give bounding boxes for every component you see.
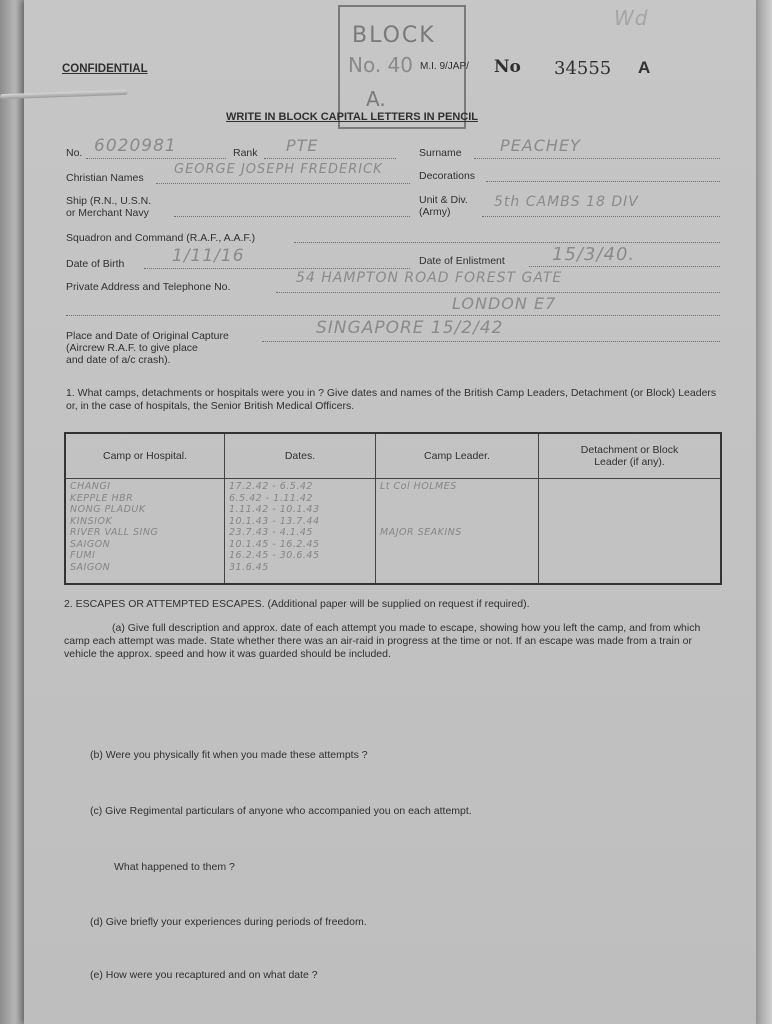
rank-value: PTE: [286, 136, 319, 155]
list-item: 23.7.43 - 4.1.45: [229, 527, 313, 538]
reference-code: M.I. 9/JAP/: [420, 61, 469, 72]
stamp-line-1: BLOCK: [352, 23, 436, 48]
form-page: [24, 0, 756, 1024]
capture-label-2: (Aircrew R.A.F. to give place: [66, 342, 198, 354]
unit-label-1: Unit & Div.: [419, 194, 468, 206]
confidential-label: CONFIDENTIAL: [62, 63, 148, 75]
squadron-label: Squadron and Command (R.A.F., A.A.F.): [66, 232, 256, 244]
dob-value: 1/11/16: [172, 246, 245, 266]
christian-names-line: [156, 183, 410, 184]
capture-value: SINGAPORE 15/2/42: [316, 318, 504, 338]
column-detachment-leader: Detachment or Block Leader (if any).: [539, 433, 722, 479]
unit-line: [482, 216, 720, 217]
address-label: Private Address and Telephone No.: [66, 281, 231, 293]
address-value-1: 54 HAMPTON ROAD FOREST GATE: [296, 270, 563, 286]
list-item: 31.6.45: [229, 561, 269, 573]
squadron-line: [294, 242, 720, 243]
unit-label-2: (Army): [419, 206, 451, 218]
camp-list: [66, 479, 224, 575]
unit-value: 5th CAMBS 18 DIV: [494, 194, 639, 210]
list-item: KINSIOK: [70, 515, 113, 527]
rank-line: [264, 158, 396, 159]
enlistment-label: Date of Enlistment: [419, 255, 505, 267]
column-camp: Camp or Hospital.: [65, 433, 225, 479]
question-2c-followup: What happened to them ?: [114, 861, 235, 873]
service-no-value: 6020981: [94, 136, 177, 156]
list-item: 16.2.45 - 30.6.45: [229, 550, 320, 561]
form-suffix: A: [638, 58, 651, 77]
list-item: MAJOR SEAKINS: [380, 527, 462, 538]
list-item: 17.2.42 - 6.5.42: [229, 481, 313, 492]
surname-value: PEACHEY: [500, 136, 581, 155]
decorations-line: [486, 181, 720, 182]
detachment-cell: [539, 479, 722, 585]
camps-table-header: [65, 433, 721, 479]
question-2-heading: 2. ESCAPES OR ATTEMPTED ESCAPES. (Additional paper will be supplied on request if required).: [64, 598, 530, 610]
decorations-label: Decorations: [419, 170, 476, 182]
christian-names-value: GEORGE JOSEPH FREDERICK: [174, 162, 383, 177]
rank-label: Rank: [233, 147, 258, 159]
service-no-line: [86, 158, 226, 159]
camps-table: [64, 432, 722, 585]
address-line-2: [66, 315, 720, 316]
list-item: [380, 504, 534, 516]
list-item: NONG PLADUK: [70, 504, 146, 515]
capture-line: [262, 341, 720, 342]
address-value-2: LONDON E7: [452, 294, 557, 313]
question-1-text: 1. What camps, detachments or hospitals were you in ? Give dates and names of the British Camp Leaders, Detachment (or Block) Leaders or, in the case of hospitals, the Senior British Medical Officers.: [66, 387, 717, 412]
list-item: [380, 493, 534, 505]
dates-cell: [225, 479, 376, 585]
right-paper-edge: [756, 0, 772, 1024]
capture-label-1: Place and Date of Original Capture: [66, 330, 229, 342]
form-number: 34555: [554, 58, 612, 79]
service-no-label: No.: [66, 147, 83, 159]
enlistment-line: [529, 266, 720, 267]
camps-cell: [65, 479, 225, 585]
column-dates: Dates.: [225, 433, 376, 479]
list-item: 10.1.43 - 13.7.44: [229, 515, 320, 527]
list-item: CHANGI: [70, 481, 111, 492]
dob-label: Date of Birth: [66, 258, 125, 270]
question-2c-text: (c) Give Regimental particulars of anyone who accompanied you on each attempt.: [90, 805, 472, 817]
list-item: 10.1.45 - 16.2.45: [229, 538, 320, 550]
list-item: [380, 550, 534, 562]
stamp-line-3: A.: [366, 87, 386, 111]
leader-list: [376, 479, 538, 575]
capture-label-3: and date of a/c crash).: [66, 354, 171, 366]
list-item: Lt Col HOLMES: [380, 481, 457, 492]
list-item: 1.11.42 - 10.1.43: [229, 504, 320, 515]
list-item: KEPPLE HBR: [70, 492, 134, 504]
ship-line: [174, 216, 410, 217]
dob-line: [144, 268, 410, 269]
christian-names-label: Christian Names: [66, 172, 144, 184]
surname-line: [474, 158, 720, 159]
corner-note: Wd: [614, 6, 649, 30]
number-label: No: [494, 57, 521, 77]
ship-label-2: or Merchant Navy: [66, 207, 149, 219]
question-2a-text: (a) Give full description and approx. date of each attempt you made to escape, showing how you left the camp, and from which camp each attempt was made. State whether there was an air-raid in progress at the time or not. If an escape was made from a train or vehicle the approx. speed and how it was guarded should be included.: [64, 622, 701, 660]
column-camp-leader: Camp Leader.: [376, 433, 539, 479]
list-item: RIVER VALL SING: [70, 527, 159, 538]
list-item: SAIGON: [70, 538, 111, 550]
list-item: [380, 539, 534, 551]
left-binding-edge: [0, 0, 24, 1024]
ship-label-1: Ship (R.N., U.S.N.: [66, 195, 152, 207]
question-2b-text: (b) Were you physically fit when you made these attempts ?: [90, 749, 368, 761]
list-item: [380, 516, 534, 528]
stamp-line-2: No. 40: [348, 53, 414, 77]
list-item: 6.5.42 - 1.11.42: [229, 492, 313, 504]
leaders-cell: [376, 479, 539, 585]
instruction-heading: WRITE IN BLOCK CAPITAL LETTERS IN PENCIL: [226, 111, 478, 123]
list-item: SAIGON: [70, 561, 111, 573]
list-item: FUMI: [70, 550, 96, 561]
question-2d-text: (d) Give briefly your experiences during periods of freedom.: [90, 916, 367, 928]
surname-label: Surname: [419, 147, 462, 159]
list-item: [380, 562, 534, 574]
date-list: [225, 479, 375, 575]
address-line-1: [276, 292, 720, 293]
enlistment-value: 15/3/40.: [552, 244, 636, 265]
question-2e-text: (e) How were you recaptured and on what date ?: [90, 969, 318, 981]
camps-table-body: [65, 479, 721, 585]
